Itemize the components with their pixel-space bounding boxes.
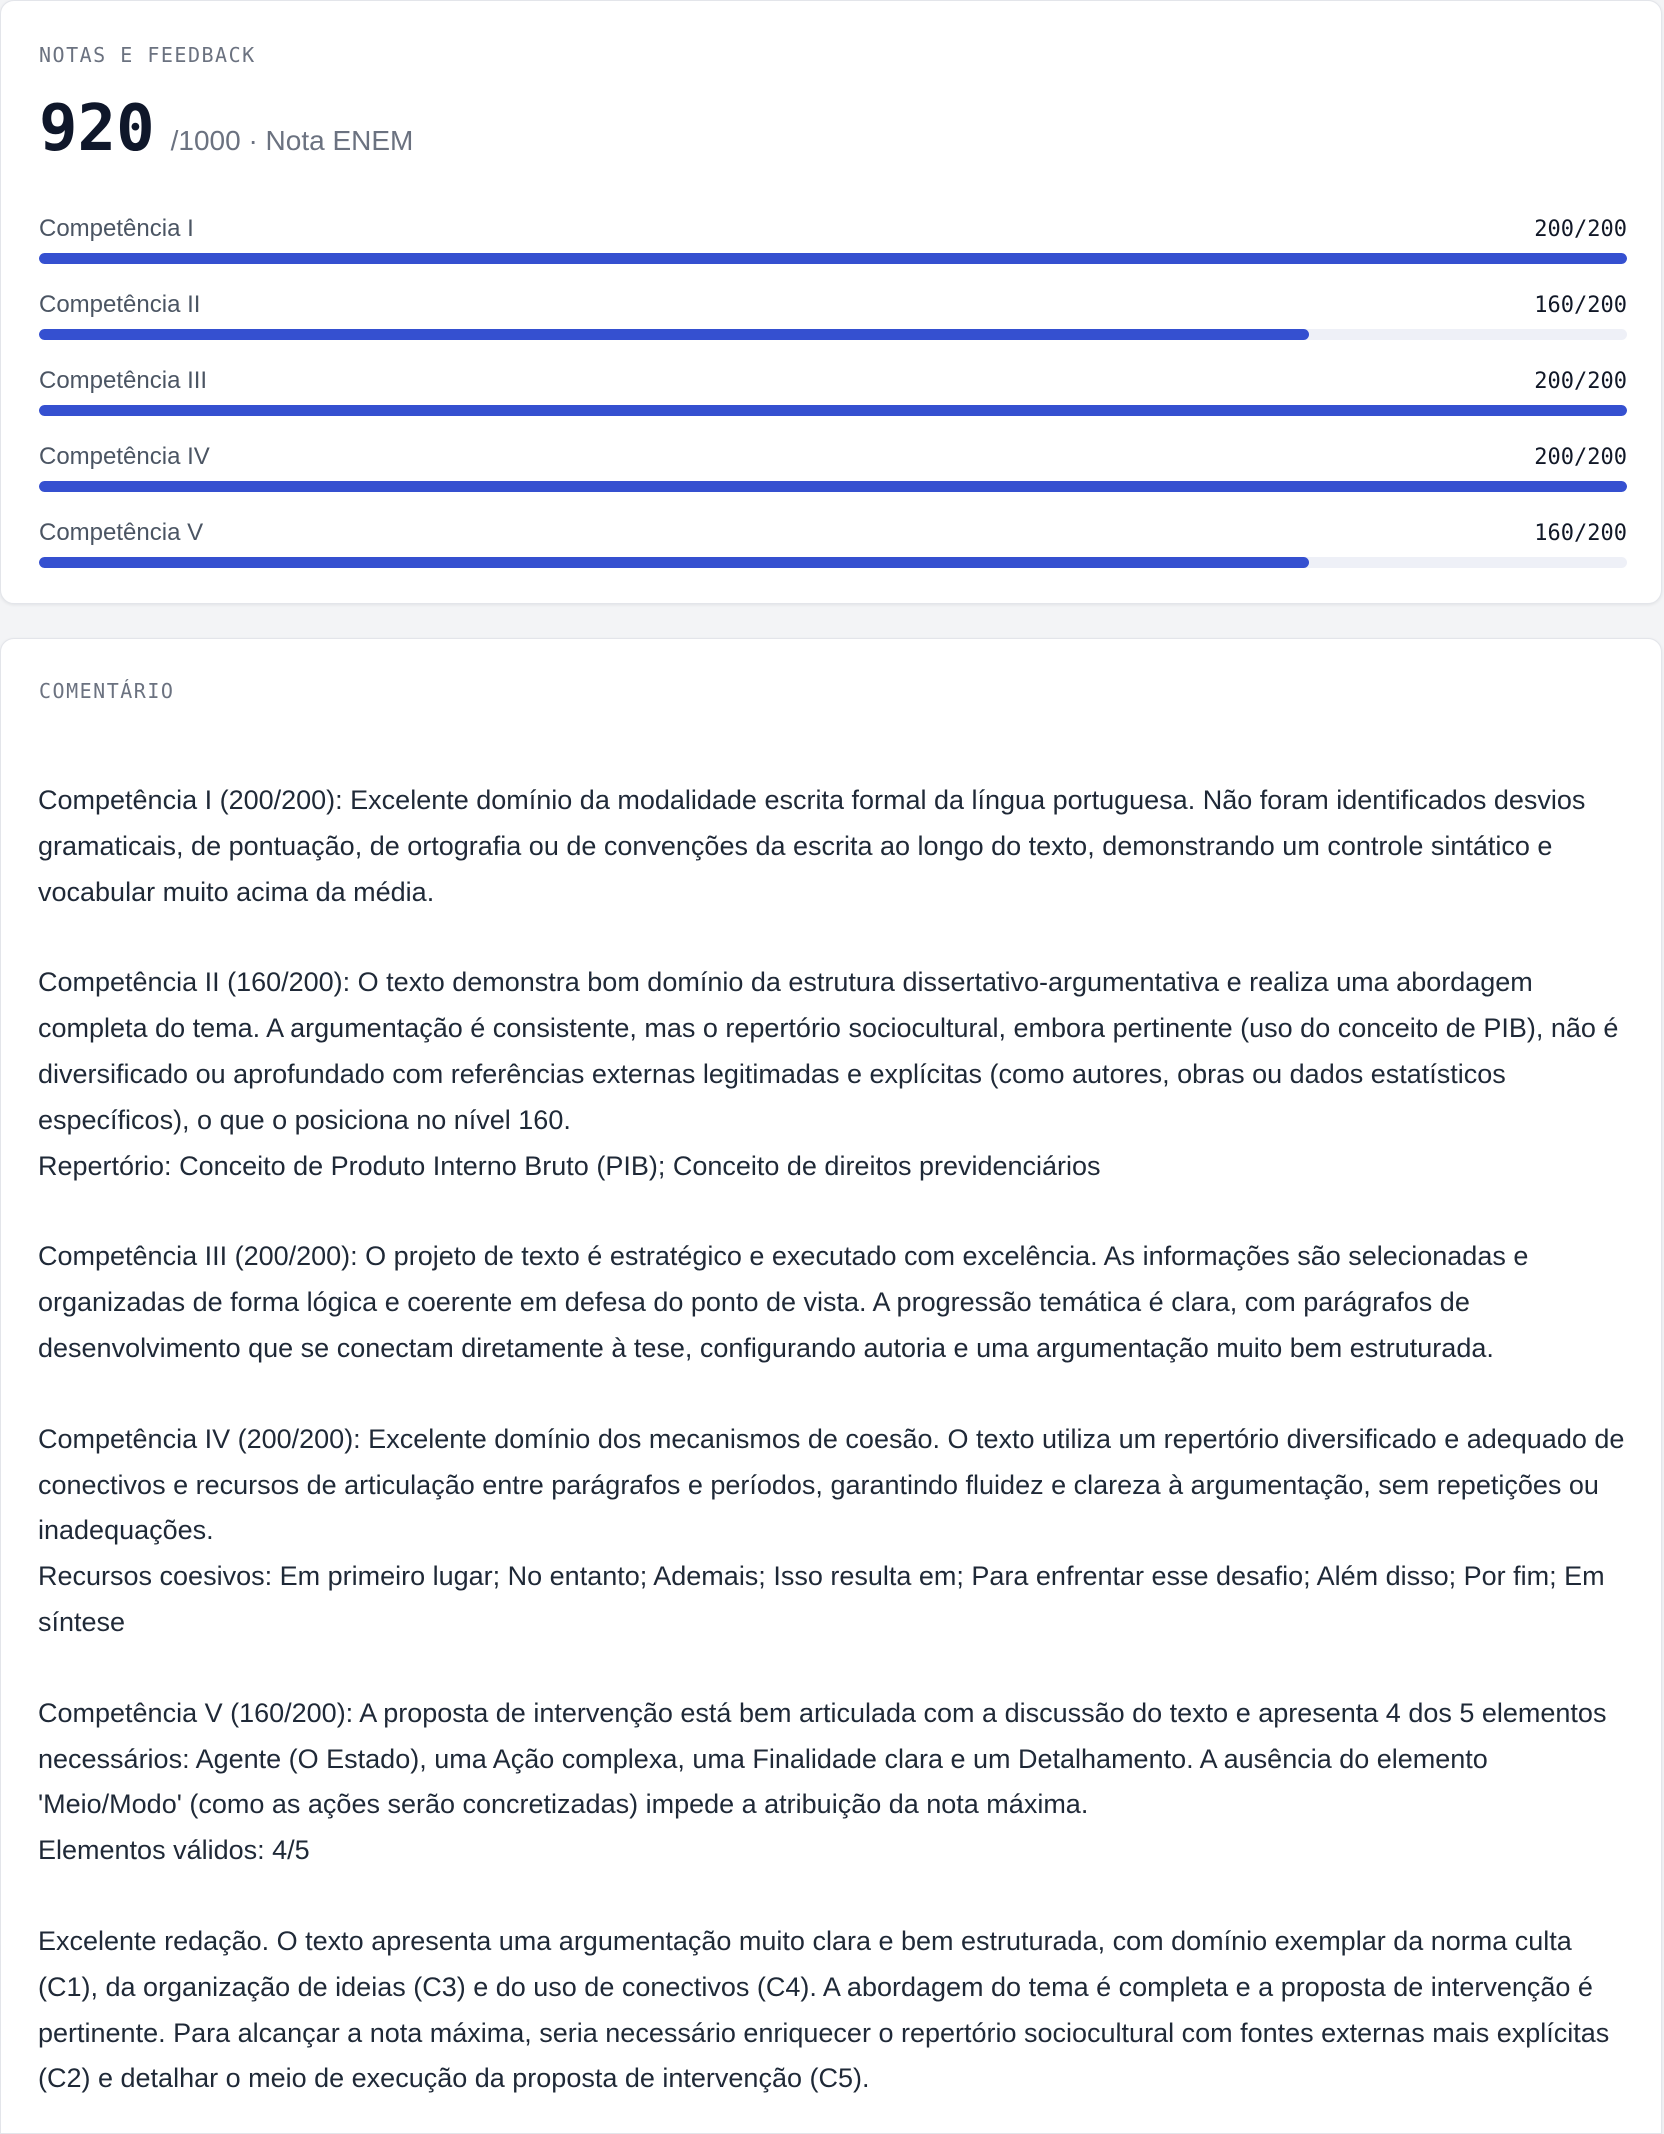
comment-line: Elementos válidos: 4/5 — [38, 1835, 310, 1866]
comment-line: Competência I (200/200): Excelente domínio da modalidade escrita formal da língua portuguesa. Não foram identificados desvios gramaticais, de pontuação, de ortografia ou de convenções da escrita ao longo do texto, demonstrando um controle sintático e vocabular muito acima da média. — [38, 785, 1586, 907]
competency-progress-track — [39, 329, 1627, 340]
competency-label: Competência III — [39, 367, 208, 394]
competency-progress-fill — [39, 557, 1309, 568]
competency-label: Competência IV — [39, 443, 210, 470]
competency-list — [39, 211, 1627, 591]
comment-line: Competência II (160/200): O texto demonstra bom domínio da estrutura dissertativo-argumentativa e realiza uma abordagem completa do tema. A argumentação é consistente, mas o repertório sociocultural, embora pertinente (uso do conceito de PIB), não é diversificado ou aprofundado com referências externas legitimadas e explícitas (como autores, obras ou dados estatísticos específicos), o que o posiciona no nível 160. — [38, 967, 1619, 1135]
comment-line: Competência V (160/200): A proposta de intervenção está bem articulada com a discussão do texto e apresenta 4 dos 5 elementos necessários: Agente (O Estado), uma Ação complexa, uma Finalidade clara e um Detalhamento. A ausência do elemento 'Meio/Modo' (como as ações serão concretizadas) impede a atribuição da nota máxima. — [38, 1697, 1607, 1820]
competency-score: 160/200 — [1534, 521, 1627, 546]
competency-row — [39, 363, 1627, 439]
competency-row — [39, 439, 1627, 515]
competency-progress-track — [39, 405, 1627, 416]
comment-paragraph — [38, 1919, 1630, 2102]
comment-line: Excelente redação. O texto apresenta uma argumentação muito clara e bem estruturada, com domínio exemplar da norma culta (C1), da organização de ideias (C3) e do uso de conectivos (C4). A abordagem do tema é completa e a proposta de intervenção é pertinente. Para alcançar a nota máxima, seria necessário enriquecer o repertório sociocultural com fontes externas mais explícitas (C2) e detalhar o meio de execução da proposta de intervenção (C5). — [38, 1925, 1610, 2094]
comment-paragraph — [38, 1691, 1630, 1874]
competency-score: 200/200 — [1534, 369, 1627, 394]
competency-progress-fill — [39, 481, 1627, 492]
comment-line: Competência IV (200/200): Excelente domínio dos mecanismos de coesão. O texto utiliza um repertório diversificado e adequado de conectivos e recursos de articulação entre parágrafos e períodos, garantindo fluidez e clareza à argumentação, sem repetições ou inadequações. — [38, 1423, 1625, 1546]
competency-row — [39, 287, 1627, 363]
total-score-value: 920 — [39, 92, 155, 166]
comment-line: Repertório: Conceito de Produto Interno Bruto (PIB); Conceito de direitos previdenciários — [38, 1150, 1101, 1181]
comment-paragraph — [38, 778, 1630, 915]
scores-card — [0, 0, 1662, 604]
competency-progress-fill — [39, 253, 1627, 264]
comment-line: Recursos coesivos: Em primeiro lugar; No entanto; Ademais; Isso resulta em; Para enfrentar esse desafio; Além disso; Por fim; Em síntese — [38, 1561, 1605, 1637]
competency-label: Competência II — [39, 291, 201, 318]
comment-section-label: COMENTÁRIO — [39, 679, 175, 703]
competency-score: 200/200 — [1534, 445, 1627, 470]
total-score — [39, 92, 414, 166]
competency-row — [39, 211, 1627, 287]
competency-label: Competência I — [39, 215, 194, 242]
competency-progress-fill — [39, 405, 1627, 416]
competency-label: Competência V — [39, 519, 204, 546]
scores-section-label: NOTAS E FEEDBACK — [39, 43, 256, 67]
comment-paragraph — [38, 1417, 1630, 1646]
comment-line: Competência III (200/200): O projeto de texto é estratégico e executado com excelência. As informações são selecionadas e organizadas de forma lógica e coerente em defesa do ponto de vista. A progressão temática é clara, com parágrafos de desenvolvimento que se conectam diretamente à tese, configurando autoria e uma argumentação muito bem estruturada. — [38, 1241, 1529, 1363]
total-score-suffix: /1000 · Nota ENEM — [170, 125, 414, 156]
comment-paragraph — [38, 1234, 1630, 1371]
competency-progress-fill — [39, 329, 1309, 340]
competency-score: 160/200 — [1534, 293, 1627, 318]
competency-progress-track — [39, 557, 1627, 568]
comment-body — [38, 778, 1630, 2102]
comment-paragraph — [38, 960, 1630, 1189]
competency-progress-track — [39, 481, 1627, 492]
competency-progress-track — [39, 253, 1627, 264]
competency-score: 200/200 — [1534, 217, 1627, 242]
competency-row — [39, 515, 1627, 591]
